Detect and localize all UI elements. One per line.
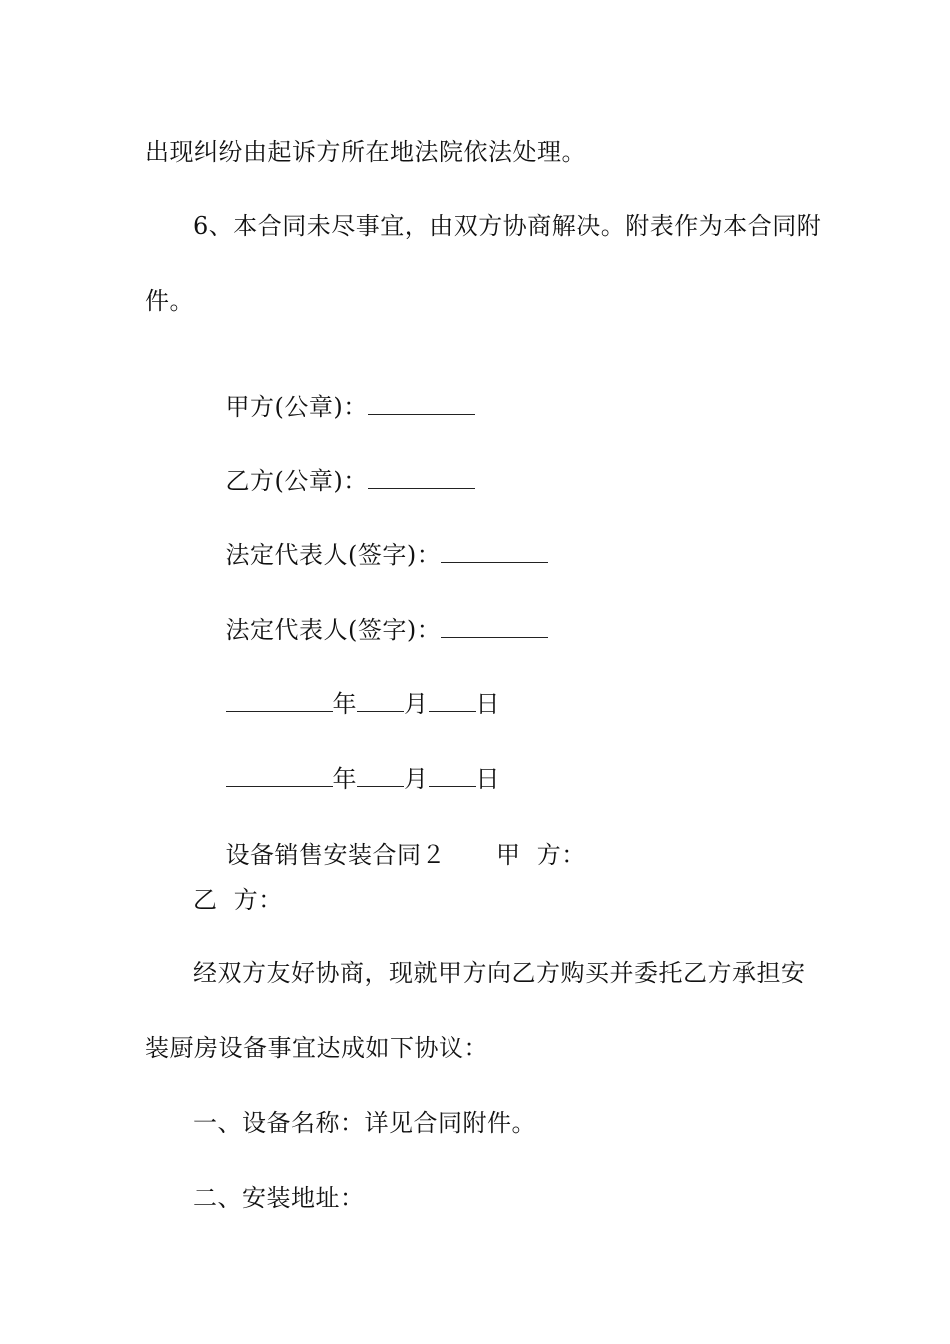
signature-blank	[441, 615, 548, 638]
contract-title: 设备销售安装合同２	[225, 841, 447, 869]
paragraph-line: 装厨房设备事宜达成如下协议：	[145, 1034, 488, 1062]
clause-equipment-name: 一、设备名称：详见合同附件。	[193, 1109, 536, 1137]
legal-rep-label-2: 法定代表人(签字)：	[225, 616, 442, 644]
party-a-label: 甲 方：	[496, 841, 586, 869]
year-label: 年	[332, 690, 358, 718]
month-blank	[357, 764, 404, 787]
day-blank	[429, 689, 476, 712]
clause-install-address: 二、安装地址：	[193, 1184, 365, 1212]
month-label: 月	[404, 765, 429, 793]
month-blank	[357, 689, 404, 712]
paragraph-line: 6、本合同未尽事宜，由双方协商解决。附表作为本合同附	[193, 212, 822, 240]
signature-blank	[441, 540, 548, 563]
year-blank	[226, 764, 333, 787]
signature-blank	[368, 466, 475, 489]
day-blank	[429, 764, 476, 787]
paragraph-line: 经双方友好协商，现就甲方向乙方购买并委托乙方承担安	[193, 959, 806, 987]
month-label: 月	[404, 690, 429, 718]
signature-blank	[368, 392, 475, 415]
paragraph-line: 件。	[145, 287, 194, 315]
party-b-seal-label: 乙方(公章)：	[225, 467, 368, 495]
legal-rep-label-1: 法定代表人(签字)：	[225, 541, 442, 569]
year-blank	[226, 689, 333, 712]
year-label: 年	[332, 765, 358, 793]
day-label: 日	[475, 690, 501, 718]
paragraph-line: 出现纠纷由起诉方所在地法院依法处理。	[145, 138, 586, 166]
party-a-seal-label: 甲方(公章)：	[225, 393, 368, 421]
party-b-label: 乙 方：	[193, 886, 283, 914]
day-label: 日	[475, 765, 501, 793]
